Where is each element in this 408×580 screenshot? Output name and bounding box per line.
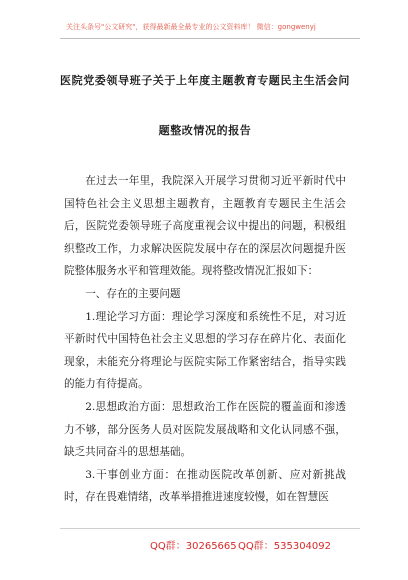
problem-item-3: 3.干事创业方面：在推动医院改革创新、应对新挑战时，存在畏难情绪，改革举措推进速度较慢，如在智慧医 [64, 468, 346, 504]
section-heading-problems: 一、存在的主要问题 [85, 287, 181, 300]
footer-qq-group-1: QQ群：30265665 [150, 541, 237, 552]
problem-item-1: 1.理论学习方面：理论学习深度和系统性不足，对习近平新时代中国特色社会主义思想的学习存在碎片化、表面化现象，未能充分将理论与医院实际工作紧密结合，指导实践的能力有待提高。 [64, 310, 346, 391]
document-body [64, 170, 346, 509]
footer-qq-group-2: QQ群：535304092 [238, 541, 332, 552]
header-note: 关注头条号"公文研究"，获得最新最全最专业的公文资料库！ 微信：gongwenyj [66, 23, 316, 31]
document-title-line-2: 题整改情况的报告 [158, 124, 252, 137]
footer-divider [60, 528, 360, 529]
problem-item-2: 2.思想政治方面：思想政治工作在医院的覆盖面和渗透力不够，部分医务人员对医院发展战略和文化认同感不强，缺乏共同奋斗的思想基础。 [64, 400, 346, 459]
document-title-line-1: 医院党委领导班子关于上年度主题教育专题民主生活会问 [60, 74, 350, 87]
header-divider [60, 38, 360, 39]
intro-paragraph: 在过去一年里，我院深入开展学习贯彻习近平新时代中国特色社会主义思想主题教育，主题教育专题民主生活会后，医院党委领导班子高度重视会议中提出的问题，积极组织整改工作，力求解决医院发展中存在的深层次问题提升医院整体服务水平和管理效能。现将整改情况汇报如下： [64, 175, 346, 278]
page-footer [0, 528, 408, 558]
